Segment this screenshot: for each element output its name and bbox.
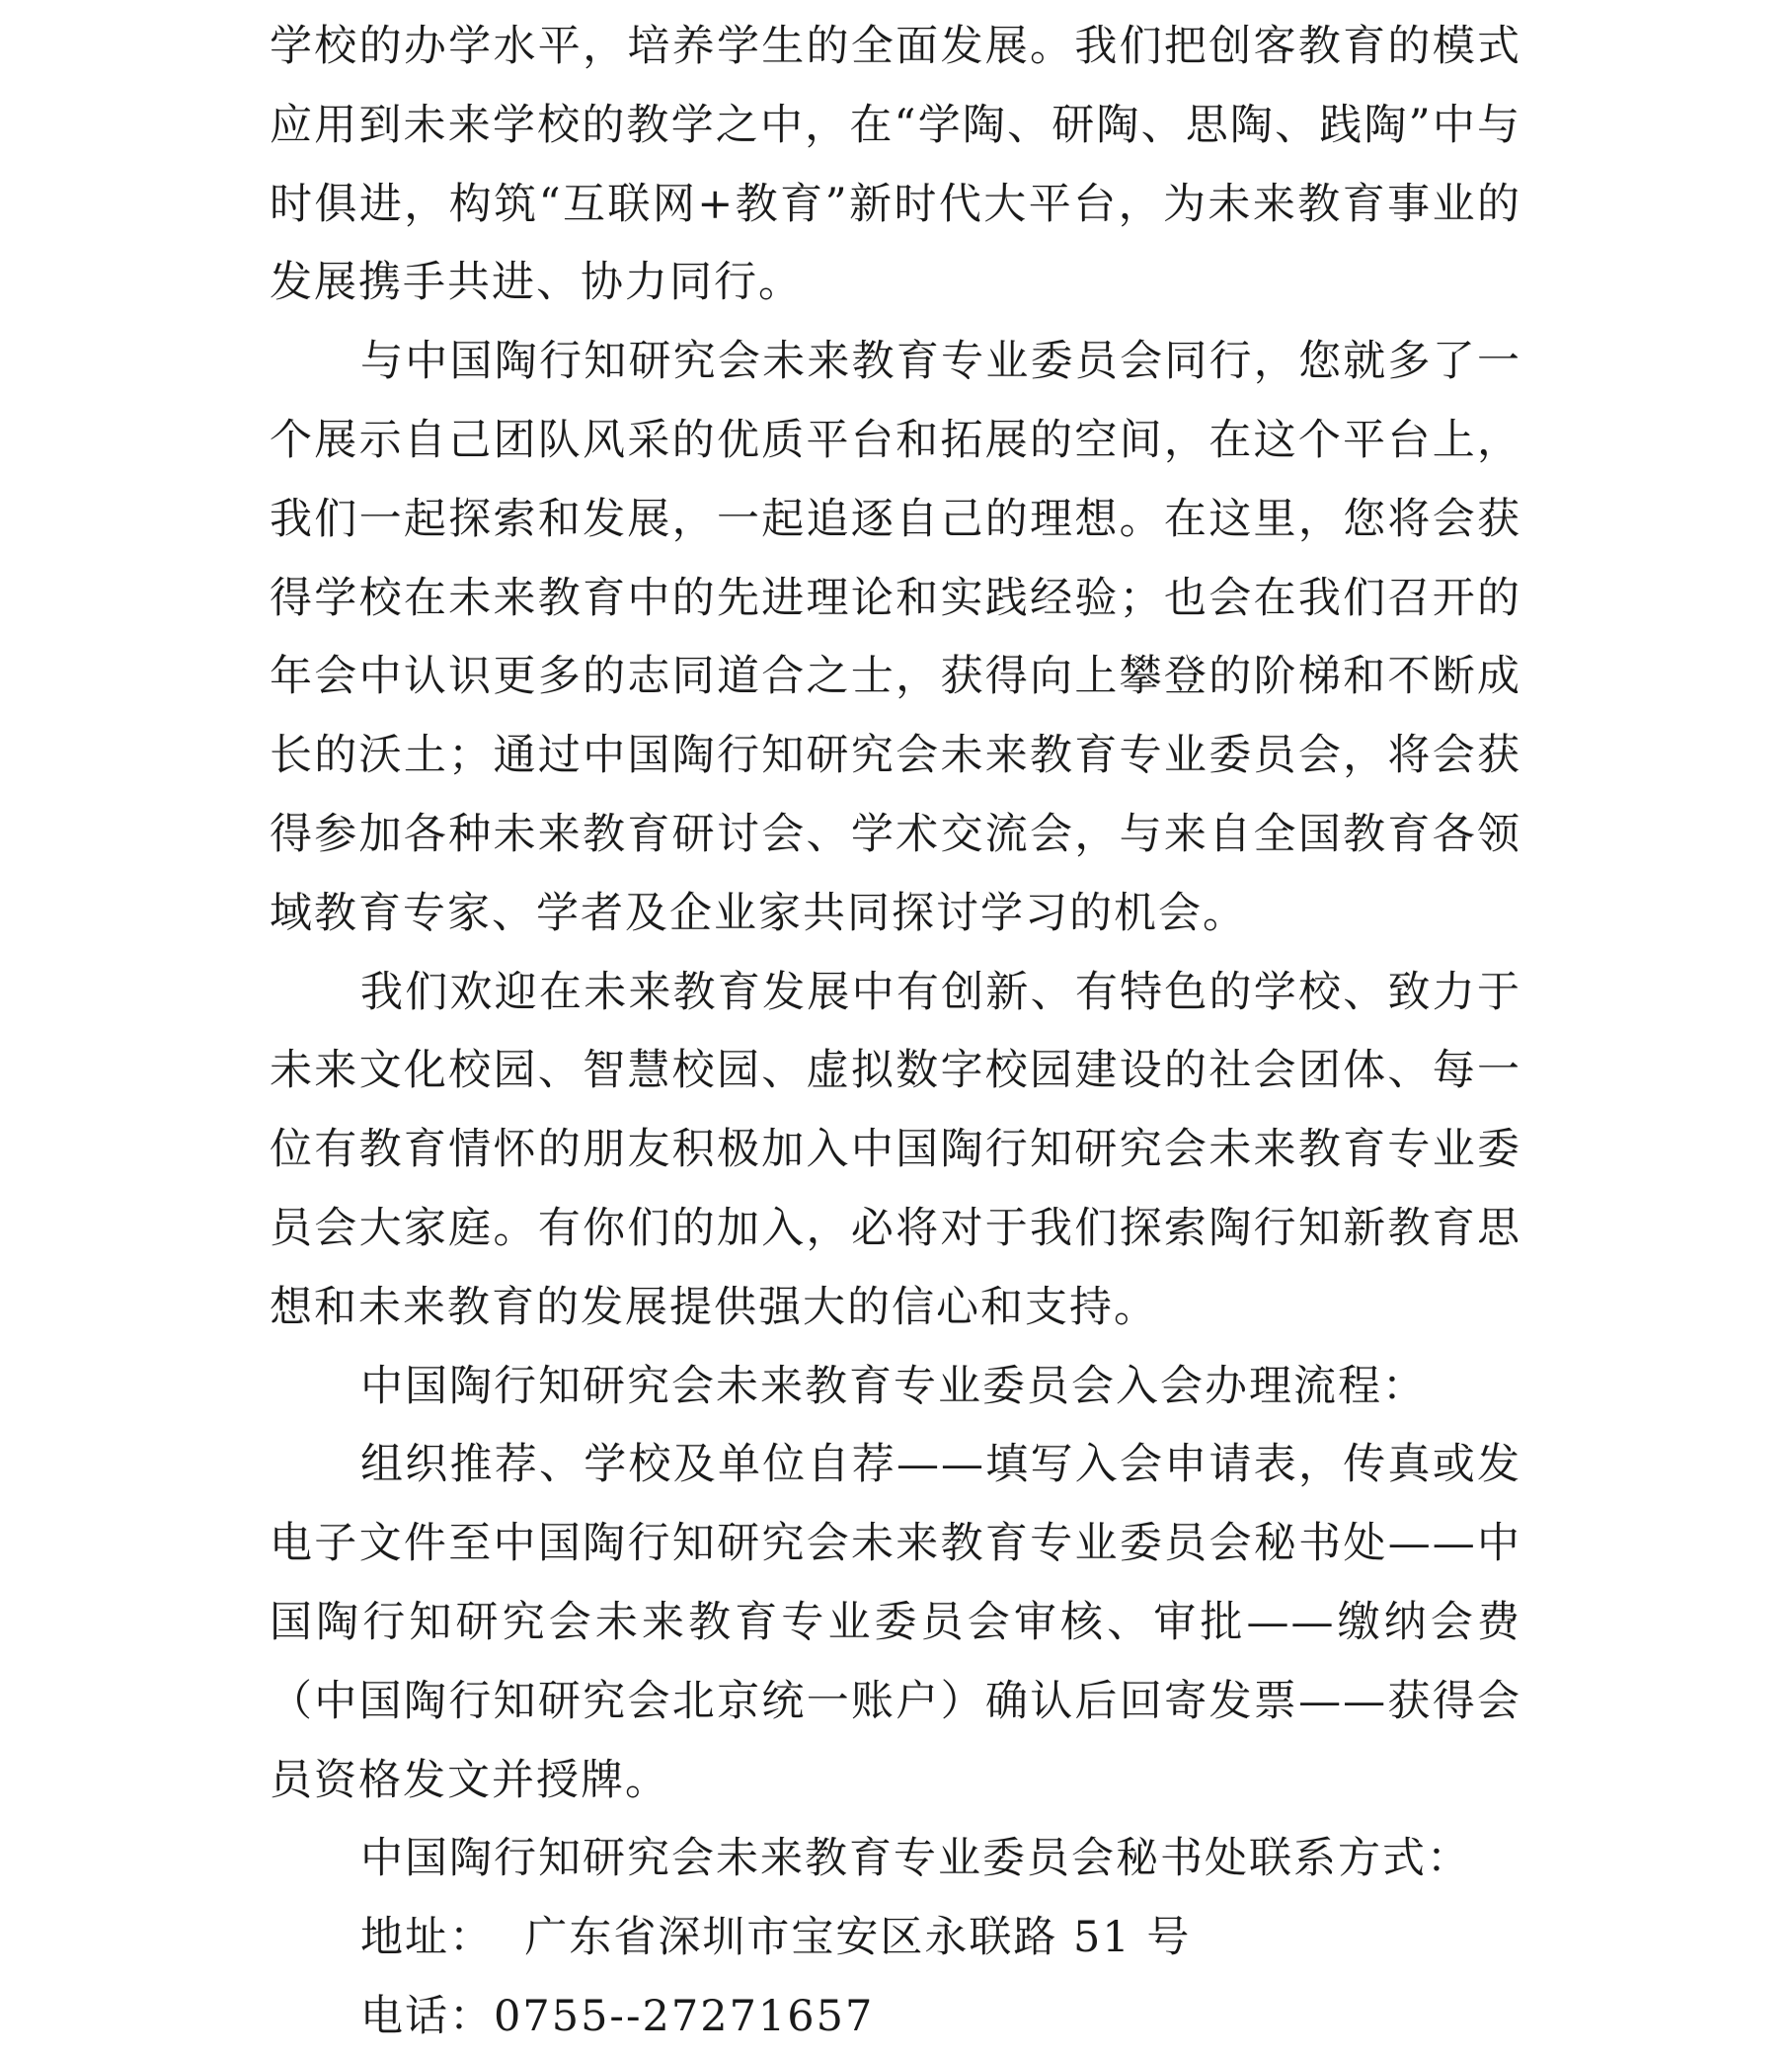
heading-secretariat-contact: 中国陶行知研究会未来教育专业委员会秘书处联系方式： xyxy=(360,1834,1471,1884)
heading-membership-process: 中国陶行知研究会未来教育专业委员会入会办理流程： xyxy=(360,1361,1427,1411)
paragraph-welcome: 我们欢迎在未来教育发展中有创新、有特色的学校、致力于未来文化校园、智慧校园、虚拟数字校园建设的社会团体、每一位有教育情怀的朋友积极加入中国陶行知研究会未来教育专业委员会大家庭。有你们的加入，必将对于我们探索陶行知新教育思想和未来教育的发展提供强大的信心和支持。 xyxy=(270,967,1521,1332)
paragraph-benefits: 与中国陶行知研究会未来教育专业委员会同行，您就多了一个展示自己团队风采的优质平台和拓展的空间，在这个平台上，我们一起探索和发展，一起追逐自己的理想。在这里，您将会获得学校在未来教育中的先进理论和实践经验；也会在我们召开的年会中认识更多的志同道合之士，获得向上攀登的阶梯和不断成长的沃土；通过中国陶行知研究会未来教育专业委员会，将会获得参加各种未来教育研讨会、学术交流会，与来自全国教育各领域教育专家、学者及企业家共同探讨学习的机会。 xyxy=(270,337,1521,938)
paragraph-maker-education: 学校的办学水平，培养学生的全面发展。我们把创客教育的模式应用到未来学校的教学之中，在“学陶、研陶、思陶、践陶”中与时俱进，构筑“互联网+教育”新时代大平台，为未来教育事业的发展携手共进、协力同行。 xyxy=(270,22,1521,308)
contact-phone: 电话：0755--27271657 xyxy=(360,1991,875,2041)
document-body xyxy=(270,8,1521,2057)
contact-address: 地址： 广东省深圳市宝安区永联路 51 号 xyxy=(360,1913,1192,1963)
paragraph-membership-steps: 组织推荐、学校及单位自荐——填写入会申请表，传真或发电子文件至中国陶行知研究会未来教育专业委员会秘书处——中国陶行知研究会未来教育专业委员会审核、审批——缴纳会费（中国陶行知研究会北京统一账户）确认后回寄发票——获得会员资格发文并授牌。 xyxy=(270,1440,1521,1805)
